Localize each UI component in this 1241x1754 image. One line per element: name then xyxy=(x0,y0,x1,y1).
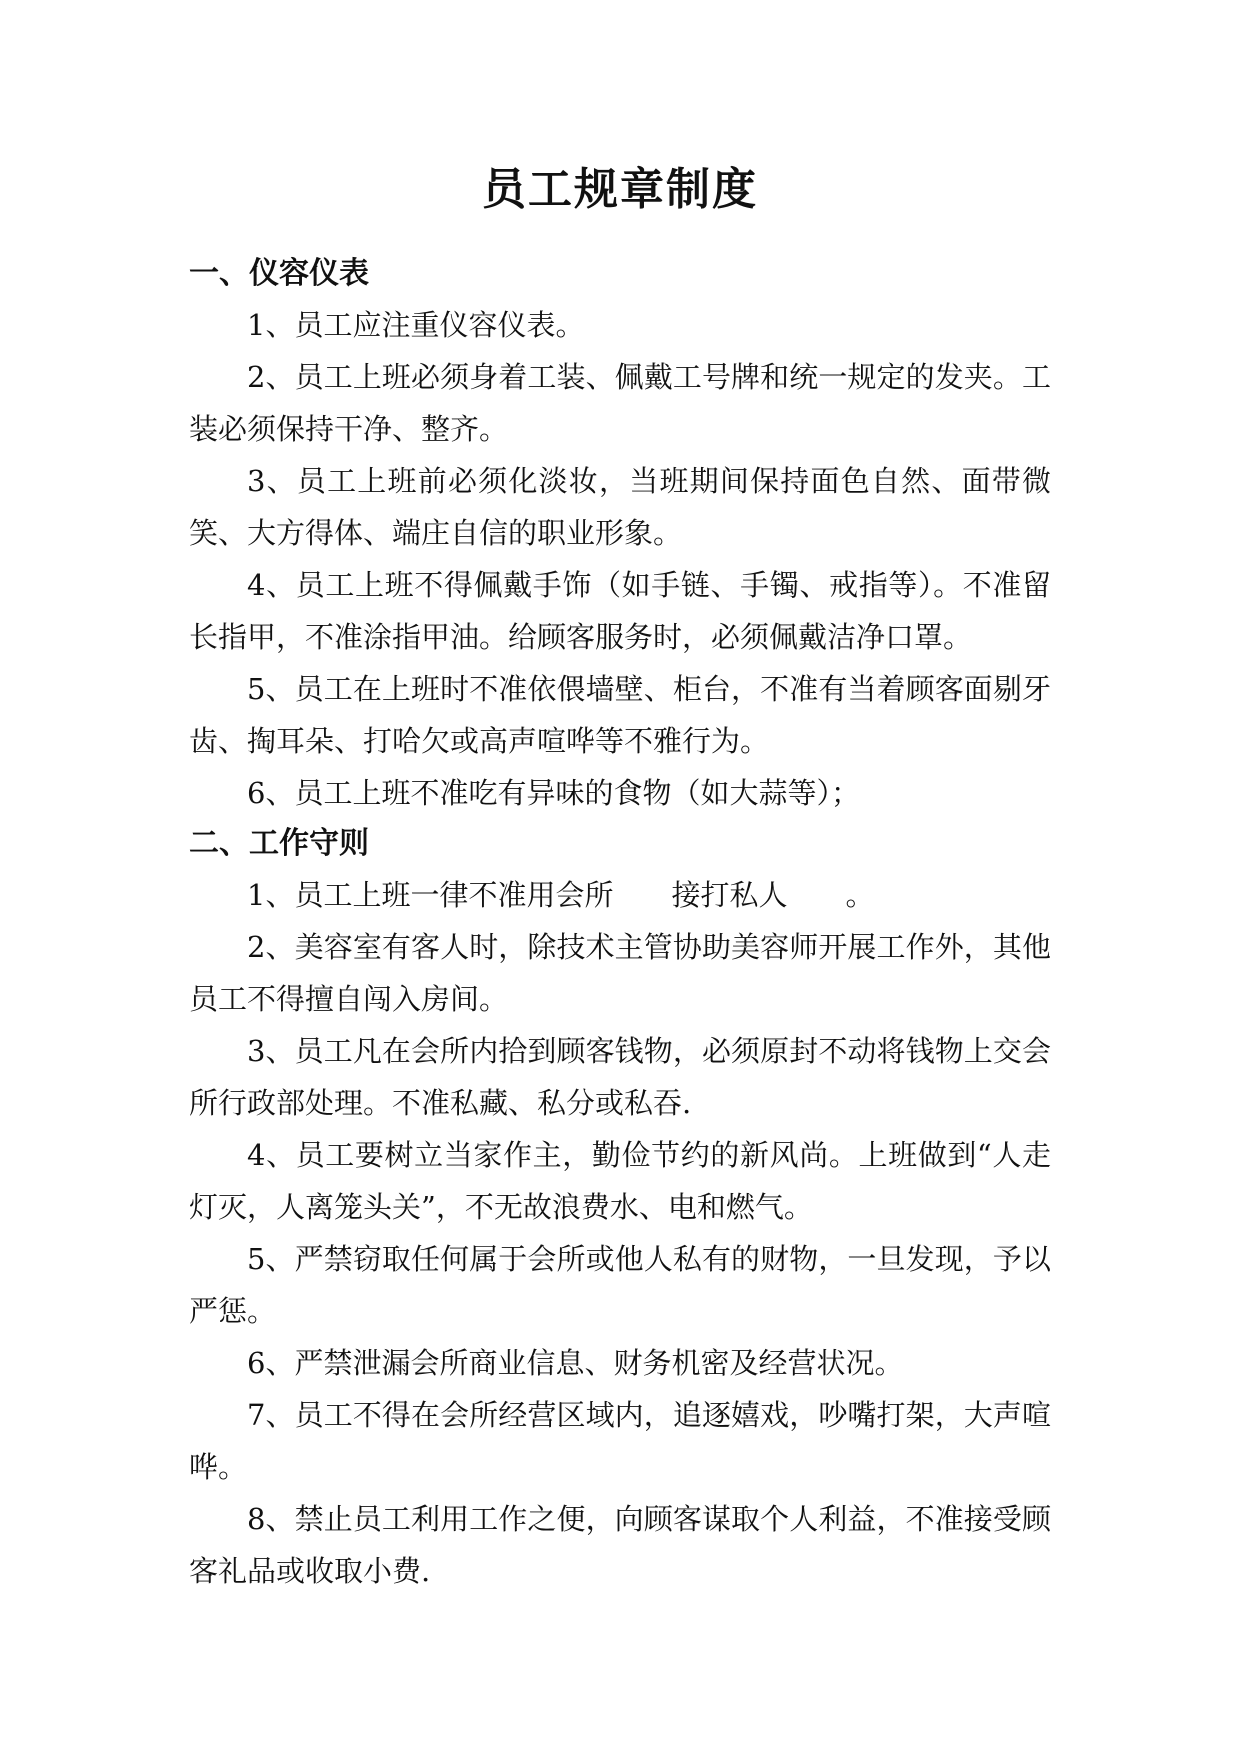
rule-item: 6、严禁泄漏会所商业信息、财务机密及经营状况。 xyxy=(247,1346,904,1380)
rule-item: 1、员工上班一律不准用会所 接打私人 。 xyxy=(247,878,875,912)
document-title: 员工规章制度 xyxy=(482,164,758,215)
rule-item: 8、禁止员工利用工作之便，向顾客谋取个人利益，不准接受顾客礼品或收取小费. xyxy=(189,1502,1051,1588)
rule-item: 3、员工凡在会所内拾到顾客钱物，必须原封不动将钱物上交会所行政部处理。不准私藏、私分或私吞. xyxy=(189,1034,1051,1120)
rule-item: 5、严禁窃取任何属于会所或他人私有的财物，一旦发现，予以严惩。 xyxy=(189,1242,1051,1328)
rule-item: 5、员工在上班时不准依偎墙壁、柜台，不准有当着顾客面剔牙齿、掏耳朵、打哈欠或高声喧哗等不雅行为。 xyxy=(189,672,1051,758)
rule-item: 4、员工上班不得佩戴手饰（如手链、手镯、戒指等）。不准留长指甲，不准涂指甲油。给顾客服务时，必须佩戴洁净口罩。 xyxy=(189,568,1051,654)
section-heading-work-rules: 二、工作守则 xyxy=(189,826,369,861)
rule-item: 3、员工上班前必须化淡妆，当班期间保持面色自然、面带微笑、大方得体、端庄自信的职业形象。 xyxy=(189,464,1051,550)
rule-item: 1、员工应注重仪容仪表。 xyxy=(247,308,585,342)
rule-item: 6、员工上班不准吃有异味的食物（如大蒜等）； xyxy=(247,776,860,810)
rule-item: 2、美容室有客人时，除技术主管协助美容师开展工作外，其他员工不得擅自闯入房间。 xyxy=(189,930,1051,1016)
rule-item: 2、员工上班必须身着工装、佩戴工号牌和统一规定的发夹。工装必须保持干净、整齐。 xyxy=(189,360,1051,446)
rule-item: 7、员工不得在会所经营区域内，追逐嬉戏，吵嘴打架，大声喧哗。 xyxy=(189,1398,1051,1484)
section-heading-appearance: 一、仪容仪表 xyxy=(189,256,369,291)
rule-item: 4、员工要树立当家作主，勤俭节约的新风尚。上班做到“人走灯灭，人离笼头关”，不无故浪费水、电和燃气。 xyxy=(189,1138,1051,1224)
document-body xyxy=(189,155,1051,1597)
